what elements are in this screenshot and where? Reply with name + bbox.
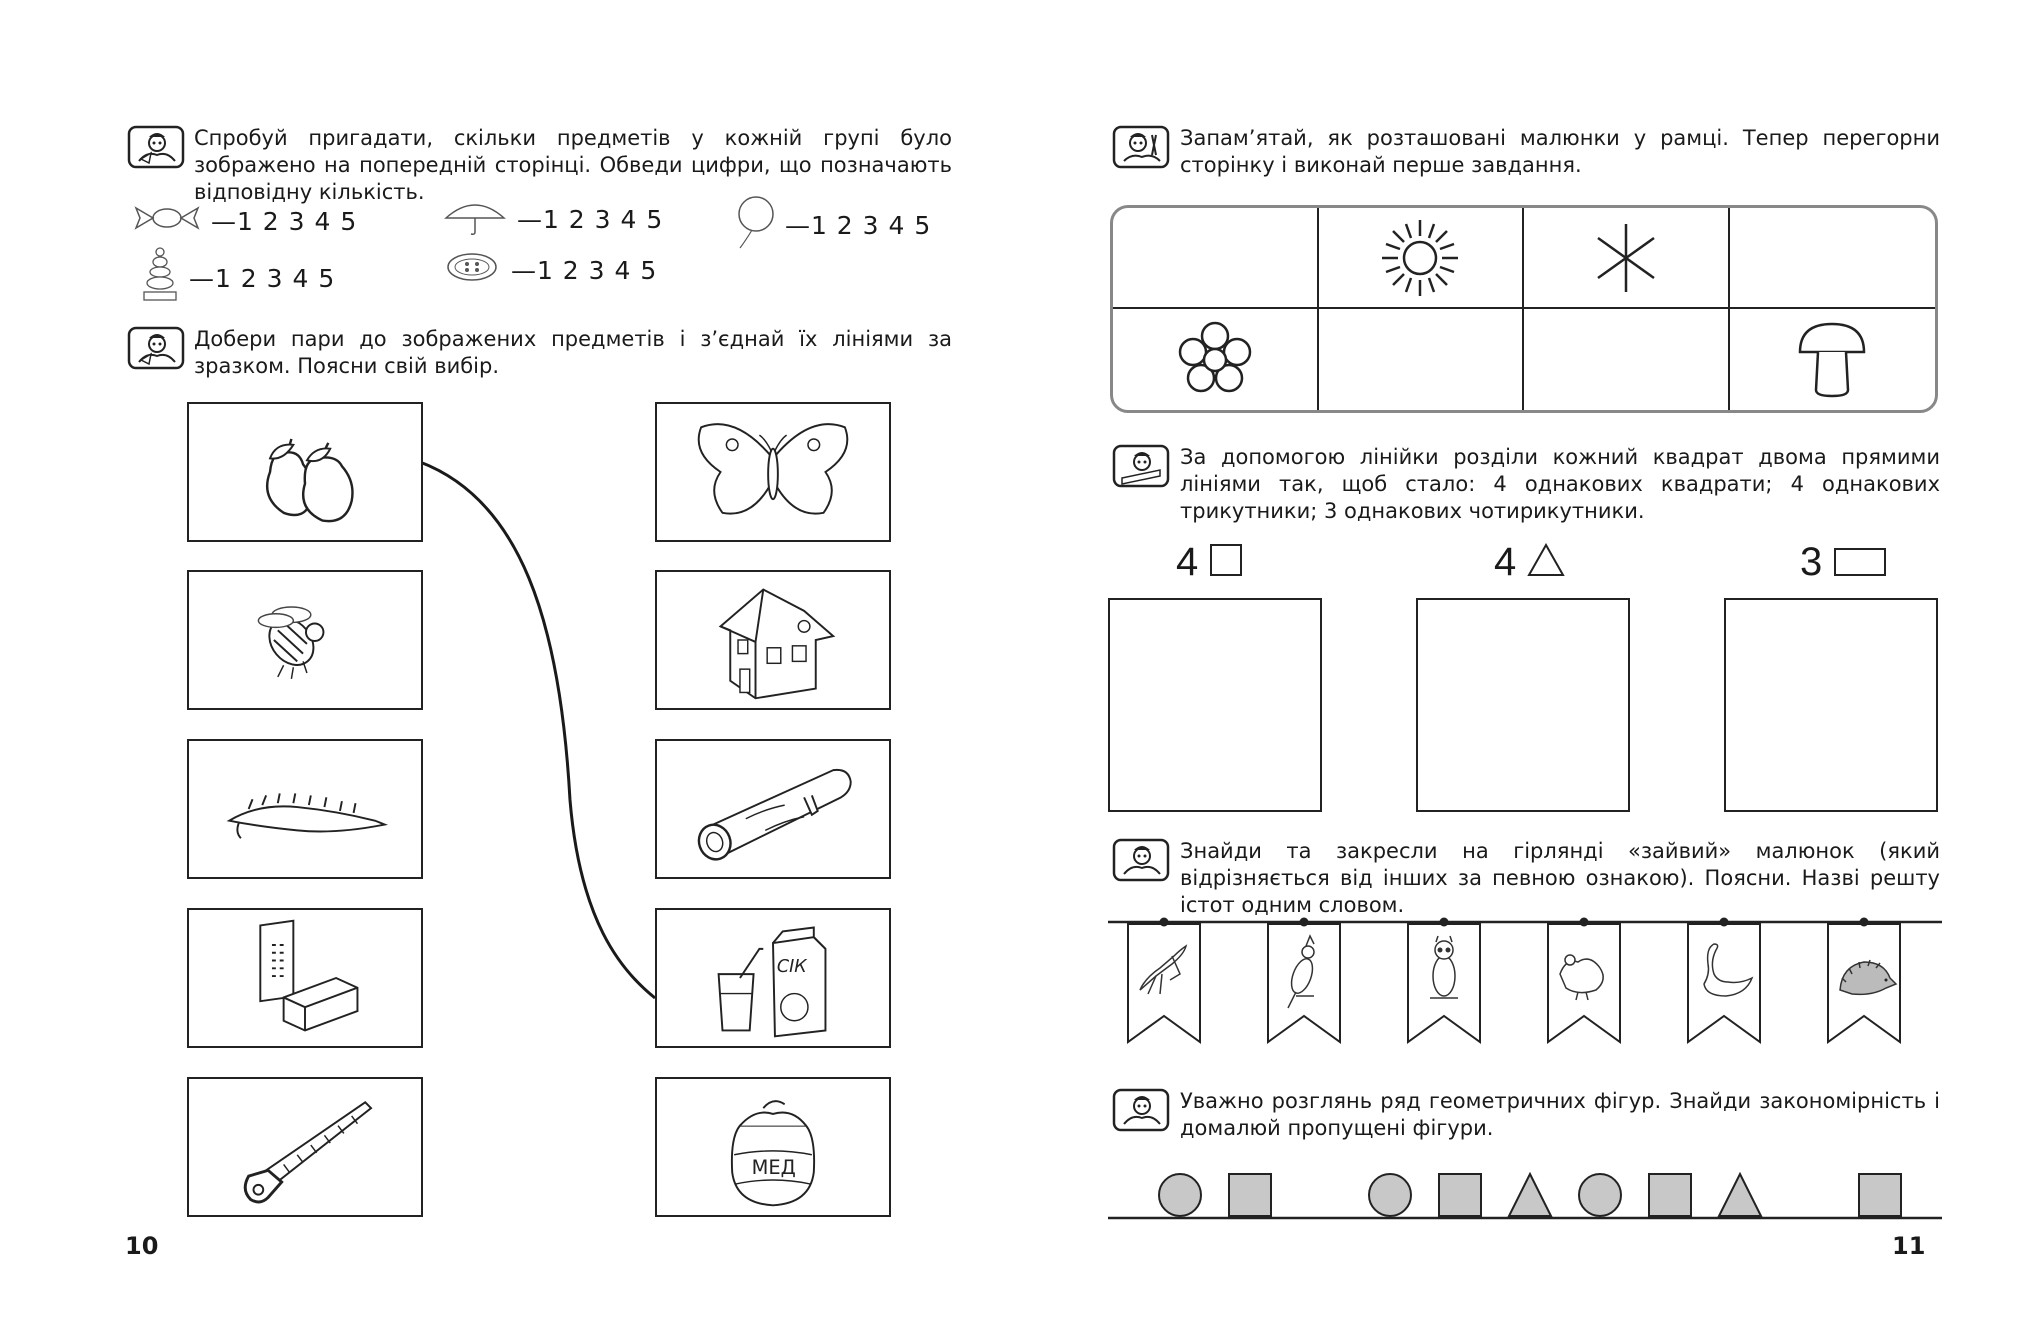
caterpillar-picture[interactable] (187, 739, 423, 879)
honey-label: МЕД (751, 1156, 796, 1180)
circle-shape (1159, 1174, 1201, 1216)
task1-text: Спробуй пригадати, скільки предметів у кожній групі було зображено на попередній сторінці. Обведи цифри, що позначають відповідну кількість. (194, 126, 952, 204)
triangle-shape (1719, 1174, 1761, 1216)
flag[interactable] (1128, 918, 1200, 1043)
circle-shape (1369, 1174, 1411, 1216)
square-shape (1229, 1174, 1271, 1216)
circle-shape (1579, 1174, 1621, 1216)
frame-cell (1730, 309, 1936, 410)
snowflake-icon (1590, 222, 1662, 294)
frame-cell (1113, 309, 1319, 410)
garland (1100, 912, 1950, 1062)
square-shape (1439, 1174, 1481, 1216)
boy-mascot-icon (1112, 838, 1170, 882)
square-shape (1649, 1174, 1691, 1216)
flag[interactable] (1268, 918, 1340, 1043)
boy-mascot-icon (1112, 444, 1170, 488)
triangle-symbol-icon (1527, 543, 1565, 577)
boy-mascot-icon (1112, 125, 1170, 169)
page-number-left: 10 (125, 1232, 159, 1260)
bee-picture[interactable] (187, 570, 423, 710)
boy-mascot-icon (1112, 1088, 1170, 1132)
count-digits[interactable]: —1 2 3 4 5 (510, 255, 658, 285)
drawing-square-3[interactable] (1724, 598, 1938, 812)
frame-cell (1730, 208, 1936, 309)
four-triangles-label (1494, 540, 1565, 585)
four-squares-label (1176, 540, 1243, 585)
frame-cell (1524, 208, 1730, 309)
pears-picture[interactable] (187, 402, 423, 542)
task2-text: Добери пари до зображених предметів і з’єднай їх лініями за зразком. Поясни свій вибір. (194, 327, 952, 378)
flag[interactable] (1548, 918, 1620, 1043)
rectangle-symbol-icon (1833, 545, 1887, 577)
garland-flags (1128, 918, 1900, 1043)
log-picture[interactable] (655, 739, 891, 879)
shape-sequence (1100, 1166, 1950, 1226)
count-digits[interactable]: —1 2 3 4 5 (210, 206, 358, 236)
square-symbol-icon (1209, 543, 1243, 577)
juice-label: СІК (776, 957, 807, 978)
task-icon (1112, 1088, 1170, 1132)
task3-text: Запам’ятай, як розташовані малюнки у рамці. Тепер перегорни сторінку і виконай перше завдання. (1180, 126, 1940, 177)
frame-cell (1524, 309, 1730, 410)
count-digits[interactable]: —1 2 3 4 5 (784, 210, 932, 240)
flag[interactable] (1408, 918, 1480, 1043)
task-icon (1112, 444, 1170, 488)
task5-text: Знайди та закресли на гірлянді «зайвий» малюнок (який відрізняється від інших за певною ознакою). Поясни. Назві решту істот одним словом. (1180, 839, 1940, 917)
count-digits[interactable]: —1 2 3 4 5 (516, 204, 664, 234)
frame-cell (1113, 208, 1319, 309)
flag[interactable] (1688, 918, 1760, 1043)
drawing-square-1[interactable] (1108, 598, 1322, 812)
saw-picture[interactable] (187, 1077, 423, 1217)
triangle-shape (1509, 1174, 1551, 1216)
honey-jar-picture[interactable] (655, 1077, 891, 1217)
mushroom-icon (1796, 320, 1868, 400)
bricks-picture[interactable] (187, 908, 423, 1048)
page-number-right: 11 (1892, 1232, 1926, 1260)
frame-cell (1319, 208, 1525, 309)
juice-picture[interactable] (655, 908, 891, 1048)
frame-cell (1319, 309, 1525, 410)
square-shape (1859, 1174, 1901, 1216)
house-picture[interactable] (655, 570, 891, 710)
task4-text: За допомогою лінійки розділи кожний квадрат двома прямими лініями так, щоб стало: 4 однакових квадрати; 4 однакових трикутники; 3 однакових чотирикутники. (1180, 445, 1940, 523)
sun-icon (1378, 216, 1462, 300)
count-label: 4 (1494, 540, 1517, 584)
flag[interactable] (1828, 918, 1900, 1043)
count-label: 4 (1176, 540, 1199, 584)
task-icon (1112, 838, 1170, 882)
task6-text: Уважно розглянь ряд геометричних фігур. Знайди закономірність і домалюй пропущені фігури. (1180, 1089, 1940, 1140)
memory-frame (1110, 205, 1938, 413)
butterfly-picture[interactable] (655, 402, 891, 542)
task-icon (1112, 125, 1170, 169)
flower-icon (1175, 320, 1255, 400)
count-digits[interactable]: —1 2 3 4 5 (188, 263, 336, 293)
drawing-square-2[interactable] (1416, 598, 1630, 812)
three-rectangles-label (1800, 540, 1887, 585)
count-label: 3 (1800, 540, 1823, 584)
